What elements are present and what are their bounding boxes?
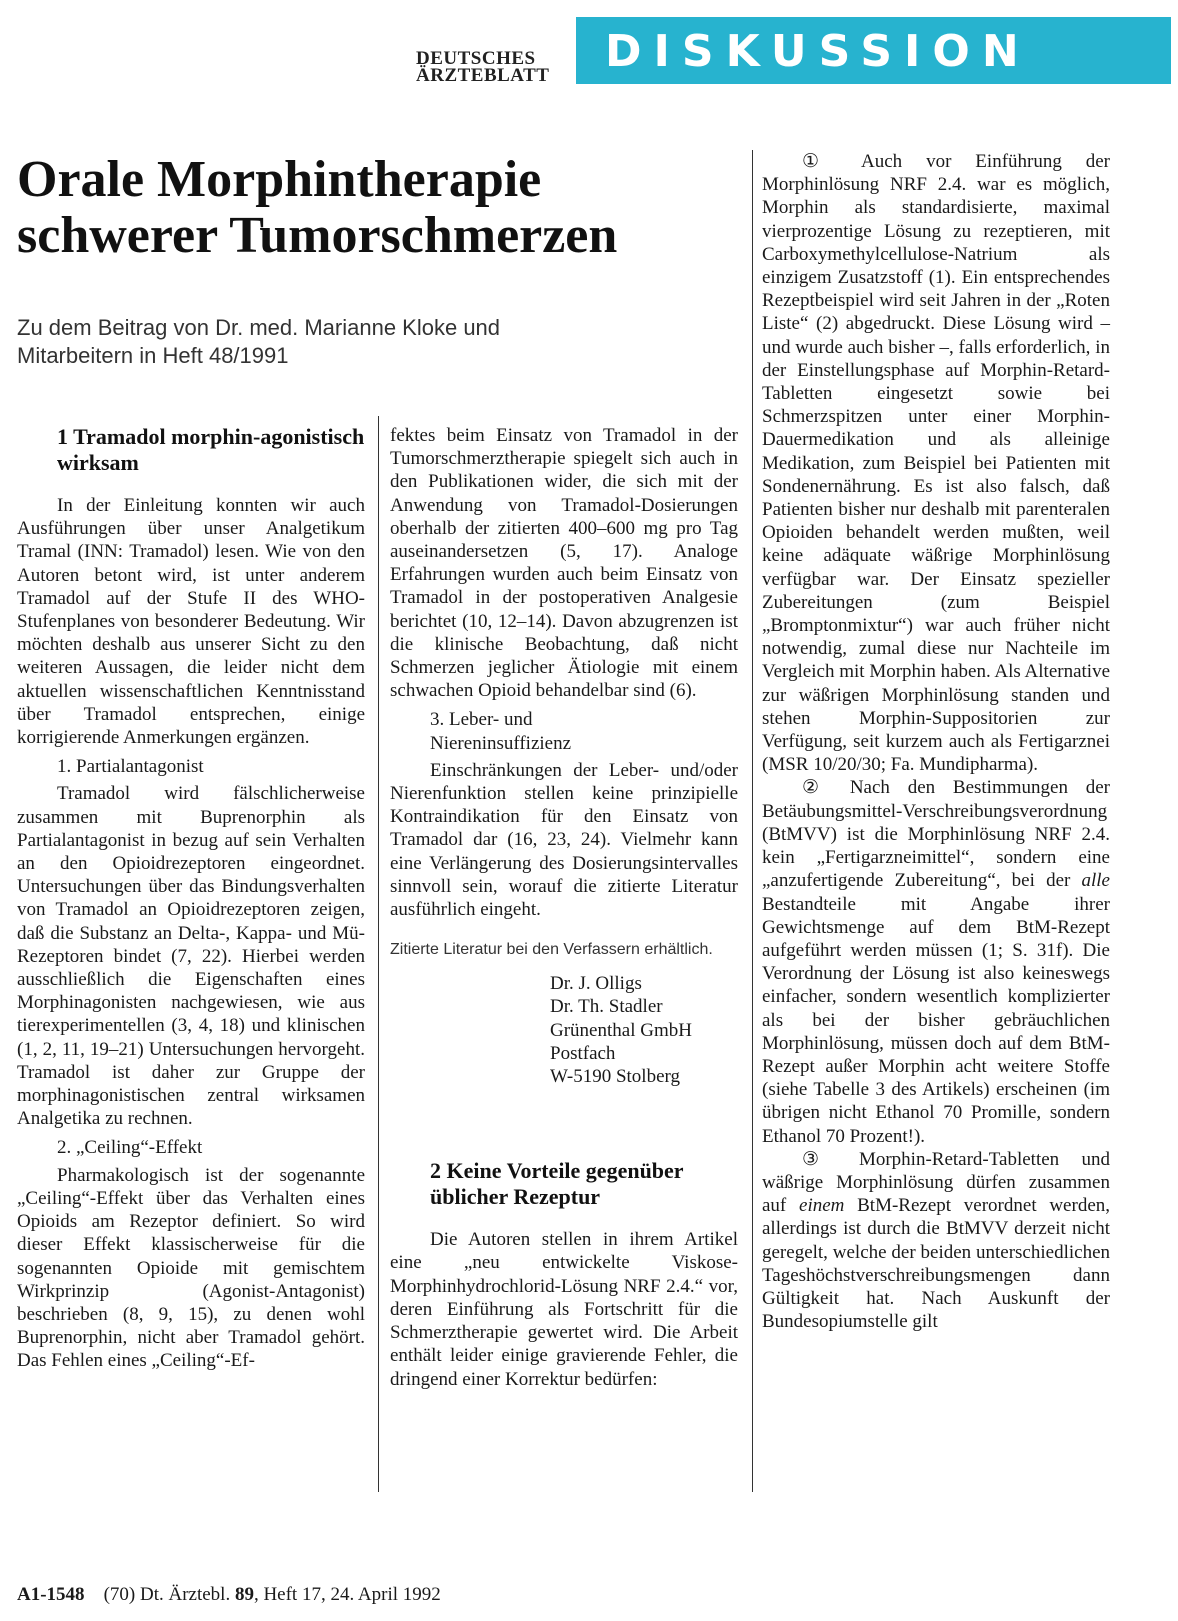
letter1-heading: 1 Tramadol morphin-agonistisch wirksam xyxy=(57,424,365,475)
address-line: Grünenthal GmbH xyxy=(550,1019,692,1041)
article-lead: Zu dem Beitrag von Dr. med. Marianne Kloke und Mitarbeitern in Heft 48/1991 xyxy=(17,315,501,368)
point-2-text-a: ② Nach den Bestimmungen der Betäubungsmittel-Verschreibungsverordnung (BtMVV) ist die Morphinlösung NRF 2.4. kein „Fertigarzneimittel“, sondern eine „anzufertigende Zubereitung“, bei der xyxy=(762,777,1110,892)
letter1-subheading-1: 1. Partialantagonist xyxy=(57,756,204,778)
column-2 xyxy=(390,424,738,1391)
column-1 xyxy=(17,424,365,1373)
letter1-paragraph-2b: fektes beim Einsatz von Tramadol in der Tumorschmerztherapie spiegelt sich auch in den Publikationen wider, die sich mit der Anwendung von Tramadol-Dosierungen oberhalb der zitierten 400–600 mg pro Tag auseinandersetzen (5, 17). Analoge Erfahrungen wurden auch beim Einsatz von Tramadol in der postoperativen Analgesie berichtet (10, 12–14). Davon abzugrenzen ist die klinische Beobachtung, daß nicht Schmerzen jeglicher Ätiologie mit einem schwachen Opioid behandelbar sind (6). xyxy=(390,425,738,702)
page-number: A1-1548 xyxy=(17,1584,85,1605)
letter1-subheading-3-line1: 3. Leber- und xyxy=(430,709,533,731)
letter2-point-2 xyxy=(762,776,1110,1147)
letter1-paragraph-1: Tramadol wird fälschlicherweise zusammen mit Buprenorphin als Partialantagonist in bezug auf sein Verhalten an den Opioidrezeptoren eingeordnet. Untersuchungen über das Bindungsverhalten von Tramadol an Opioidrezeptoren zeigen, daß die Substanz an Delta-, Kappa- und Mü-Rezeptoren bindet (7, 22). Hierbei werden ausschließlich die Eigenschaften eines Morphinagonisten nachgewiesen, wie aus tierexperimentellen (3, 4, 18) und klinischen (1, 2, 11, 19–21) Untersuchungen hervorgeht. Tramadol ist daher zur Gruppe der morphinagonistischen zentral wirksamen Analgetika zu rechnen. xyxy=(17,783,365,1130)
letter2-intro: Die Autoren stellen in ihrem Artikel eine „neu entwickelte Viskose-Morphinhydrochlorid-Lösung NRF 2.4.“ vor, deren Einführung als Fortschritt für die Schmerztherapie gewertet wird. Die Arbeit enthält leider einige gravierende Fehler, die dringend einer Korrektur bedürfen: xyxy=(390,1229,738,1390)
citation-text-b: , Heft 17, 24. April 1992 xyxy=(253,1584,441,1605)
section-label: DISKUSSION xyxy=(605,26,1031,77)
letter1-subheading-2: 2. „Ceiling“-Effekt xyxy=(57,1137,203,1159)
point-3-emphasis: einem xyxy=(799,1195,845,1217)
point-2-text-b: Bestandteile mit Angabe ihrer Gewichtsmenge auf dem BtM-Rezept aufgeführt werden müssen (1; S. 31f). Die Verordnung der Lösung ist also keineswegs einfacher, sondern wesentlich komplizierter als bei der bisher gebräuchlichen Morphinlösung, müssen doch auf dem BtM-Rezept außer Morphin acht weitere Stoffe (siehe Tabelle 3 des Artikels) erscheinen (im übrigen nicht Ethanol 70 Promille, sondern Ethanol 70 Prozent!). xyxy=(762,893,1110,1147)
journal-logo-line1: DEUTSCHES xyxy=(416,48,536,69)
article-title: Orale Morphintherapie schwerer Tumorschmerzen xyxy=(17,151,618,264)
address-line: Postfach xyxy=(550,1042,616,1064)
author-address xyxy=(390,972,738,1088)
letter1-intro: In der Einleitung konnten wir auch Ausführungen über unser Analgetikum Tramal (INN: Tramadol) lesen. Wie von den Autoren betont wird, ist unter anderem Tramadol auf der Stufe II des WHO-Stufenplanes von besonderer Bedeutung. Wir möchten deshalb aus unserer Sicht zu den weiteren Aussagen, die leider nicht dem aktuellen wissenschaftlichen Kenntnisstand über Tramadol entsprechen, einige korrigierende Anmerkungen ergänzen. xyxy=(17,495,365,749)
address-line: Dr. Th. Stadler xyxy=(550,996,663,1018)
letter2-point-1: ① Auch vor Einführung der Morphinlösung NRF 2.4. war es möglich, Morphin als standardisierte, maximal vierprozentige Lösung zu rezeptieren, mit Carboxymethylcellulose-Natrium als einzigem Zusatzstoff (1). Ein entsprechendes Rezeptbeispiel wird seit Jahren in der „Roten Liste“ (2) abgedruckt. Diese Lösung wird – und wurde auch bisher –, falls erforderlich, in der Einstellungsphase auf Morphin-Retard-Tabletten eingesetzt sowie bei Schmerzspitzen unter einer Morphin-Dauermedikation und als alleinige Medikation, zum Beispiel bei Patienten mit Sondenernährung. Es ist also falsch, daß Patienten bisher nur deshalb mit parenteralen Opioiden behandelt werden mußten, weil keine adäquate wäßrige Morphinlösung verfügbar war. Der Einsatz spezieller Zubereitungen (zum Beispiel „Bromptonmixtur“) war auch früher nicht notwendig, zumal diese nur Nachteile im Vergleich mit Morphin haben. Als Alternative zur wäßrigen Morphinlösung standen und stehen Morphin-Suppositorien zur Verfügung, seit kurzem auch als Fertigarznei (MSR 10/20/30; Fa. Mundipharma). xyxy=(762,151,1110,776)
column-3 xyxy=(762,150,1110,1333)
citation-text-a: (70) Dt. Ärztebl. xyxy=(103,1584,235,1605)
point-3-text-b: BtM-Rezept verordnet werden, allerdings ist durch die BtMVV derzeit nicht geregelt, welche der beiden unterschiedlichen Tageshöchstverschreibungsmengen dann Gültigkeit hat. Nach Auskunft der Bundesopiumstelle gilt xyxy=(762,1195,1111,1333)
journal-logo xyxy=(416,50,566,84)
letter1-subheading-3-line2: Niereninsuffizienz xyxy=(430,732,572,754)
citation-volume: 89 xyxy=(234,1584,254,1605)
letter2-heading: 2 Keine Vorteile gegenüber üblicher Rezeptur xyxy=(430,1158,684,1210)
point-3-text-a: ③ Morphin-Retard-Tabletten und wäßrige Morphinlösung dürfen zusammen auf xyxy=(762,1148,1110,1217)
letter1-subheading-3 xyxy=(390,708,738,754)
address-line: Dr. J. Olligs xyxy=(550,973,642,995)
journal-logo-line2: ÄRZTEBLATT xyxy=(416,65,550,86)
letter1-paragraph-2a: Pharmakologisch ist der sogenannte „Ceiling“-Effekt über das Verhalten eines Opioids am Rezeptor definiert. So wird dieser Effekt klassischerweise für die sogenannten Opioide mit gemischtem Wirkprinzip (Agonist-Antagonist) beschrieben (8, 9, 15), zu denen wohl Buprenorphin, nicht aber Tramadol gehört. Das Fehlen eines „Ceiling“-Ef- xyxy=(17,1164,365,1372)
letter2-point-3 xyxy=(762,1148,1110,1334)
column-rule-1 xyxy=(378,416,379,1492)
column-rule-2 xyxy=(752,150,753,1492)
point-2-emphasis: alle xyxy=(1081,870,1110,892)
address-line: W-5190 Stolberg xyxy=(550,1066,681,1088)
literature-note: Zitierte Literatur bei den Verfassern erhältlich. xyxy=(390,941,713,959)
page-footer xyxy=(17,1583,441,1607)
letter1-paragraph-3: Einschränkungen der Leber- und/oder Nierenfunktion stellen keine prinzipielle Kontraindikation für den Einsatz von Tramadol dar (16, 23, 24). Vielmehr kann eine Verlängerung des Dosierungsintervalles sinnvoll sein, worauf die zitierte Literatur ausführlich eingeht. xyxy=(390,759,738,921)
